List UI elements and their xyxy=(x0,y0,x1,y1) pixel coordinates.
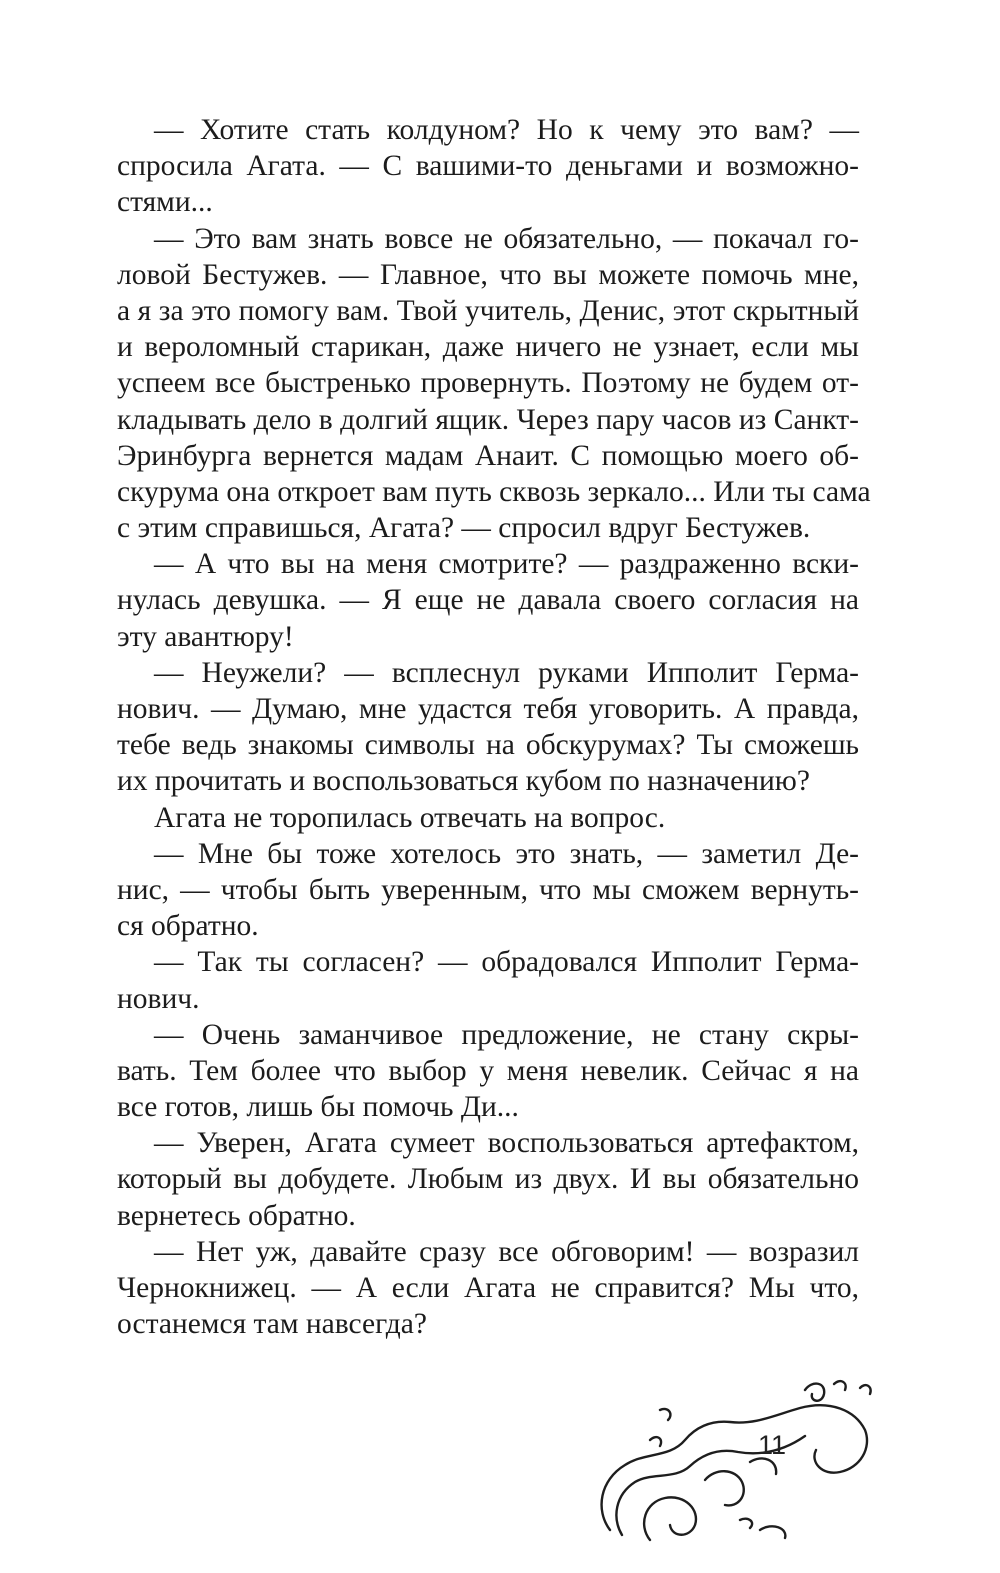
text-line: — Мне бы тоже хотелось это знать, — заметил Де- xyxy=(154,837,859,870)
text-line: тебе ведь знакомы символы на обскурумах? Ты сможешь xyxy=(117,729,859,762)
text-line: их прочитать и воспользоваться кубом по назначению? xyxy=(117,765,810,798)
text-line: спросила Агата. — С вашими-то деньгами и возможно- xyxy=(117,150,859,183)
text-line: нович. xyxy=(117,982,200,1015)
text-line: останемся там навсегда? xyxy=(117,1308,427,1341)
text-line: все готов, лишь бы помочь Ди... xyxy=(117,1091,519,1124)
page-number: 11 xyxy=(758,1430,787,1460)
text-line: Чернокнижец. — А если Агата не справится? Мы что, xyxy=(117,1272,859,1304)
text-line: который вы добудете. Любым из двух. И вы обязательно xyxy=(117,1163,859,1196)
text-line: нис, — чтобы быть уверенным, что мы сможем вернуть- xyxy=(117,873,859,906)
page-body-text xyxy=(117,112,871,1342)
text-line: ся обратно. xyxy=(117,910,259,943)
text-line: ловой Бестужев. — Главное, что вы можете помочь мне, xyxy=(117,258,859,291)
decorative-swirl-icon xyxy=(590,1370,890,1545)
text-line: скурума она откроет вам путь сквозь зеркало... Или ты сама xyxy=(117,475,871,508)
text-line: кладывать дело в долгий ящик. Через пару часов из Санкт- xyxy=(117,403,859,436)
text-line: Агата не торопилась отвечать на вопрос. xyxy=(154,801,666,834)
text-line: нулась девушка. — Я еще не давала своего согласия на xyxy=(117,584,859,617)
text-line: вернетесь обратно. xyxy=(117,1199,356,1232)
text-line: стями... xyxy=(117,186,213,219)
text-line: с этим справишься, Агата? — спросил вдруг Бестужев. xyxy=(117,512,811,545)
text-line: нович. — Думаю, мне удастся тебя уговорить. А правда, xyxy=(117,693,859,725)
text-line: вать. Тем более что выбор у меня невелик. Сейчас я на xyxy=(117,1054,859,1087)
text-line: Эринбурга вернется мадам Анаит. С помощью моего об- xyxy=(117,439,859,472)
text-line: — Неужели? — всплеснул руками Ипполит Герма- xyxy=(154,656,859,689)
text-line: — Так ты согласен? — обрадовался Ипполит Герма- xyxy=(154,946,859,979)
text-line: — Нет уж, давайте сразу все обговорим! — возразил xyxy=(154,1235,859,1268)
text-line: — Уверен, Агата сумеет воспользоваться артефактом, xyxy=(154,1127,859,1160)
text-line: успеем все быстренько провернуть. Поэтому не будем от- xyxy=(117,367,859,400)
text-line: — А что вы на меня смотрите? — раздраженно вски- xyxy=(154,548,859,581)
text-line: эту авантюру! xyxy=(117,620,294,653)
text-line: а я за это помогу вам. Твой учитель, Денис, этот скрытный xyxy=(117,294,859,327)
text-line: — Хотите стать колдуном? Но к чему это вам? — xyxy=(154,114,859,146)
text-line: — Очень заманчивое предложение, не стану скры- xyxy=(154,1018,859,1051)
text-line: и вероломный старикан, даже ничего не узнает, если мы xyxy=(117,331,859,364)
text-line: — Это вам знать вовсе не обязательно, — покачал го- xyxy=(154,222,859,255)
